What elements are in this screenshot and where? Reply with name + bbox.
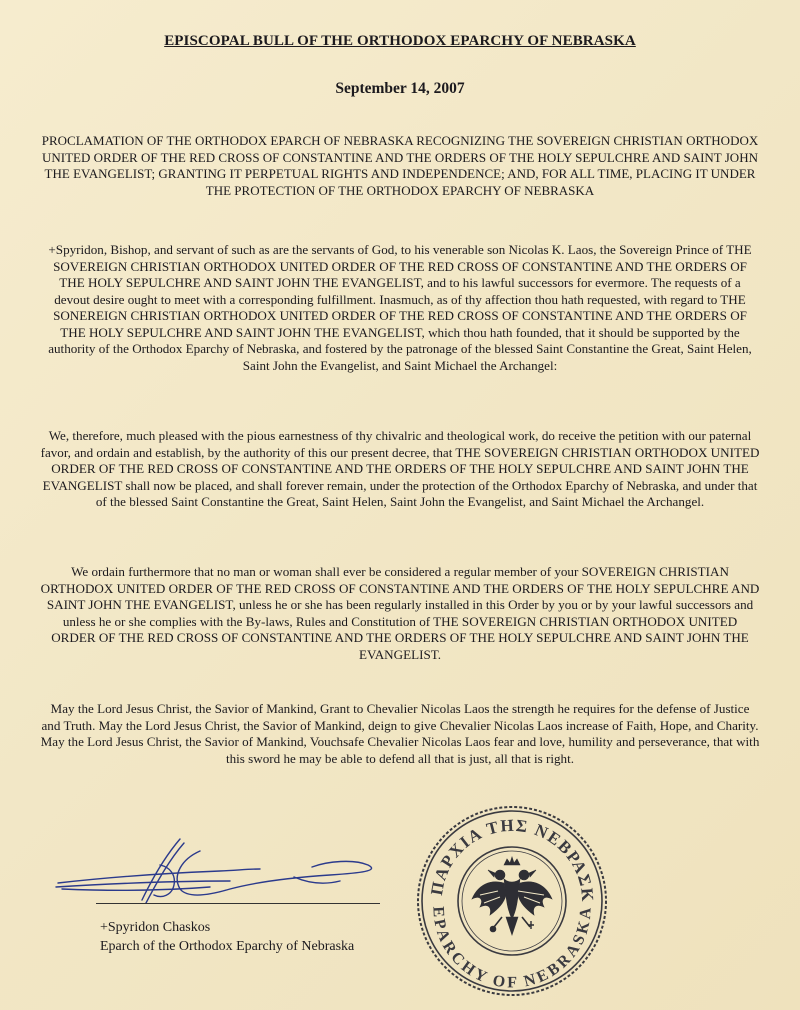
handwritten-signature [50, 825, 410, 915]
proclamation-heading: PROCLAMATION OF THE ORTHODOX EPARCH OF NEBRASKA RECOGNIZING THE SOVEREIGN CHRISTIAN ORTHODOX UNITED ORDER OF THE RED CROSS OF CONSTANTINE AND THE ORDERS OF THE HOLY SEPULCHRE AND SAINT JOHN THE EVANGELIST; GRANTING IT PERPETUAL RIGHTS AND INDEPENDENCE; AND, FOR ALL TIME, PLACING IT UNDER THE PROTECTION OF THE ORTHODOX EPARCHY OF NEBRASKA [41, 133, 759, 198]
document-date: September 14, 2007 [335, 80, 465, 97]
seal-bottom-text: EPARCHY OF NEBRASKA [429, 906, 595, 992]
signer-name: +Spyridon Chaskos [100, 920, 211, 935]
seal-top-text: ΠΑΡΧΙΑ ΤΗΣ ΝΕΒΡΑΣΚ [427, 815, 598, 904]
paragraph-membership: We ordain furthermore that no man or woman shall ever be considered a regular member of your SOVEREIGN CHRISTIAN ORTHODOX UNITED ORDER OF THE RED CROSS OF CONSTANTINE AND THE ORDERS OF THE HOLY SEPULCHRE AND SAINT JOHN THE EVANGELIST, unless he or she has been regularly installed in this Order by you or by your lawful successors and unless he or she complies with the By-laws, Rules and Constitution of THE SOVEREIGN CHRISTIAN ORTHODOX UNITED ORDER OF THE RED CROSS OF CONSTANTINE AND THE ORDERS OF THE HOLY SEPULCHRE AND SAINT JOHN THE EVANGELIST. [40, 564, 760, 662]
document-title: EPISCOPAL BULL OF THE ORTHODOX EPARCHY OF NEBRASKA [164, 33, 636, 49]
signature-line [96, 903, 380, 904]
paragraph-greeting: +Spyridon, Bishop, and servant of such as are the servants of God, to his venerable son Nicolas K. Laos, the Sovereign Prince of THE SOVEREIGN CHRISTIAN ORTHODOX UNITED ORDER OF THE RED CROSS OF CONSTANTINE AND THE ORDERS OF THE HOLY SEPULCHRE AND SAINT JOHN THE EVANGELIST, and to his lawful successors for evermore. The requests of a devout desire ought to meet with a corresponding fulfillment. Inasmuch, as of thy affection thou hath requested, with regard to THE SONEREIGN CHRISTIAN ORTHODOX UNITED ORDER OF THE RED CROSS OF CONSTANTINE AND THE ORDERS OF THE HOLY SEPULCHRE AND SAINT JOHN THE EVANGELIST, which thou hath founded, that it should be supported by the authority of the Orthodox Eparchy of Nebraska, and fostered by the patronage of the blessed Saint Constantine the Great, Saint Helen, Saint John the Evangelist, and Saint Michael the Archangel: [48, 242, 752, 373]
paragraph-decree: We, therefore, much pleased with the pious earnestness of thy chivalric and theological work, do receive the petition with our paternal favor, and ordain and establish, by the authority of this our present decree, that THE SOVEREIGN CHRISTIAN ORTHODOX UNITED ORDER OF THE RED CROSS OF CONSTANTINE AND THE ORDERS OF THE HOLY SEPULCHRE AND SAINT JOHN THE EVANGELIST shall now be placed, and shall forever remain, under the protection of the Orthodox Eparchy of Nebraska, and under that of the blessed Saint Constantine the Great, Saint Helen, Saint John the Evangelist, and Saint Michael the Archangel. [40, 428, 760, 509]
double-headed-eagle-icon [472, 857, 552, 935]
signer-title: Eparch of the Orthodox Eparchy of Nebraska [100, 939, 355, 954]
paragraph-blessing: May the Lord Jesus Christ, the Savior of Mankind, Grant to Chevalier Nicolas Laos the strength he requires for the defense of Justice and Truth. May the Lord Jesus Christ, the Savior of Mankind, deign to give Chevalier Nicolas Laos increase of Faith, Hope, and Charity. May the Lord Jesus Christ, the Savior of Mankind, Vouchsafe Chevalier Nicolas Laos fear and love, humility and perseverance, that with this sword he may be able to defend all that is just, all that is right. [40, 701, 760, 766]
eparchy-seal [414, 803, 610, 999]
